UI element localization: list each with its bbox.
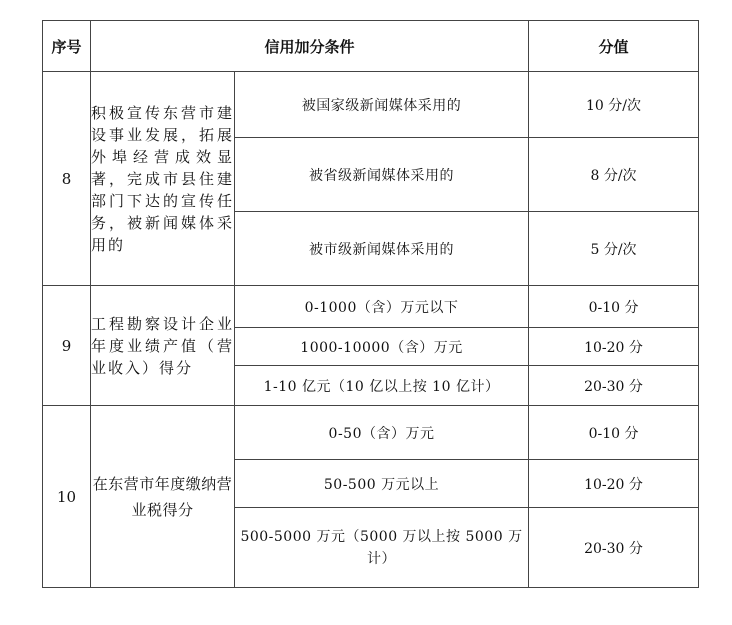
condition-cell: 被市级新闻媒体采用的 — [235, 212, 529, 286]
table-row — [43, 72, 699, 138]
score-cell: 10-20 分 — [529, 460, 699, 508]
score-cell: 5 分/次 — [529, 212, 699, 286]
score-cell: 10-20 分 — [529, 328, 699, 366]
row-seq: 9 — [43, 286, 91, 406]
row-category: 工程勘察设计企业年度业绩产值（营业收入）得分 — [91, 286, 235, 406]
condition-cell: 0-50（含）万元 — [235, 406, 529, 460]
condition-cell: 1-10 亿元（10 亿以上按 10 亿计） — [235, 366, 529, 406]
credit-bonus-table — [42, 20, 699, 588]
row-category: 在东营市年度缴纳营业税得分 — [91, 406, 235, 588]
condition-cell: 被省级新闻媒体采用的 — [235, 138, 529, 212]
score-cell: 10 分/次 — [529, 72, 699, 138]
condition-cell: 1000-10000（含）万元 — [235, 328, 529, 366]
condition-cell: 0-1000（含）万元以下 — [235, 286, 529, 328]
score-cell: 0-10 分 — [529, 406, 699, 460]
row-seq: 8 — [43, 72, 91, 286]
condition-cell: 50-500 万元以上 — [235, 460, 529, 508]
row-seq: 10 — [43, 406, 91, 588]
score-cell: 20-30 分 — [529, 508, 699, 588]
header-score: 分值 — [529, 21, 699, 72]
row-category: 积极宣传东营市建设事业发展，拓展外埠经营成效显著，完成市县住建部门下达的宣传任务，被新闻媒体采用的 — [91, 72, 235, 286]
header-condition: 信用加分条件 — [91, 21, 529, 72]
score-cell: 8 分/次 — [529, 138, 699, 212]
score-cell: 20-30 分 — [529, 366, 699, 406]
header-seq: 序号 — [43, 21, 91, 72]
table-row — [43, 406, 699, 460]
condition-cell: 500-5000 万元（5000 万以上按 5000 万计） — [235, 508, 529, 588]
score-cell: 0-10 分 — [529, 286, 699, 328]
table-row — [43, 286, 699, 328]
table-header-row — [43, 21, 699, 72]
condition-cell: 被国家级新闻媒体采用的 — [235, 72, 529, 138]
